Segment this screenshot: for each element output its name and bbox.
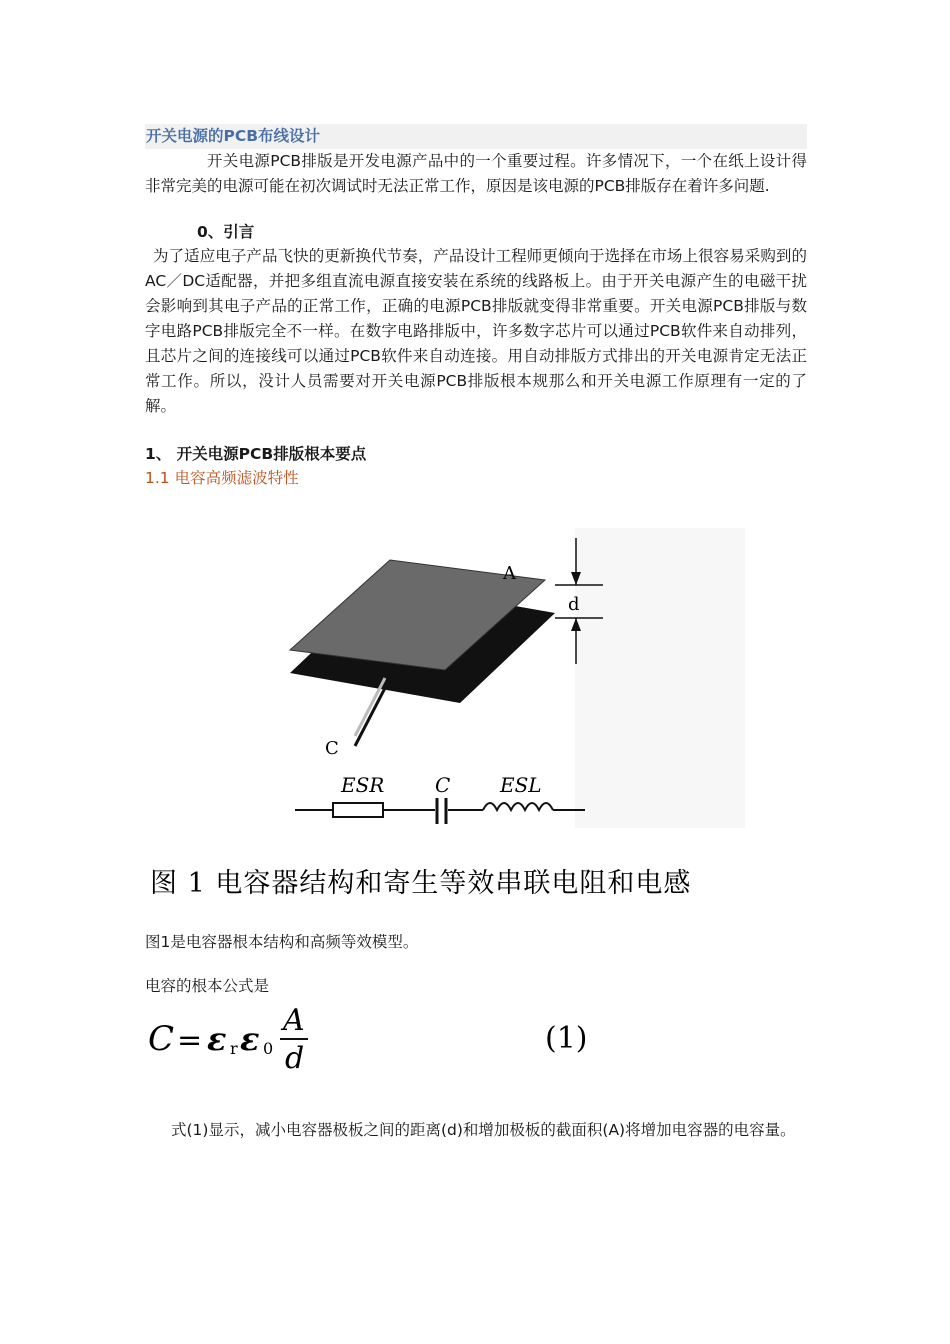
label-C-plate: C — [325, 738, 339, 759]
formula-eps-r: ε — [207, 1020, 227, 1058]
formula-eps-r-sub: r — [230, 1039, 238, 1058]
label-A: A — [503, 563, 516, 584]
capacitor-figure — [145, 528, 807, 896]
label-ESL: ESL — [500, 773, 542, 797]
figure-note: 图1是电容器根本结构和高频等效模型。 — [145, 933, 419, 951]
resistor-symbol — [333, 803, 383, 817]
inductor-symbol — [483, 803, 553, 810]
label-ESR: ESR — [341, 773, 385, 797]
formula-numerator: A — [283, 1003, 305, 1038]
formula-equals: = — [177, 1023, 203, 1058]
section-1-heading: 1、 开关电源PCB排版根本要点 — [145, 445, 367, 463]
scan-background — [575, 528, 745, 828]
section-0-heading: 0、引言 — [197, 223, 255, 241]
formula-denominator: d — [285, 1041, 305, 1074]
formula-svg — [145, 1002, 807, 1074]
document-title: 开关电源的PCB布线设计 — [145, 124, 807, 149]
figure-caption: 图 1 电容器结构和寄生等效串联电阻和电感 — [150, 868, 692, 896]
section-1-1-heading: 1.1 电容高频滤波特性 — [145, 469, 299, 487]
capacitance-formula — [145, 1002, 807, 1074]
formula-eps-0: ε — [240, 1020, 260, 1058]
formula-number: (1) — [545, 1021, 588, 1056]
formula-intro: 电容的根本公式是 — [145, 977, 270, 995]
capacitor-diagram — [145, 528, 807, 896]
document-page — [145, 124, 807, 1139]
label-C: C — [435, 773, 451, 797]
label-d: d — [568, 594, 580, 615]
bottom-plate-lead — [355, 688, 385, 746]
section-0-paragraph: 为了适应电子产品飞快的更新换代节奏，产品设计工程师更倾向于选择在市场上很容易采购到的AC／DC适配器，并把多组直流电源直接安装在系统的线路板上。由于开关电源产生的电磁干扰会影响到其电子产品的正常工作，正确的电源PCB排版就变得非常重要。开关电源PCB排版与数字电路PCB排版完全不一样。在数字电路排版中，许多数字芯片可以通过PCB软件来自动排列，且芯片之间的连接线可以通过PCB软件来自动连接。用自动排版方式排出的开关电源肯定无法正常工作。所以，没计人员需要对开关电源PCB排版根本规那么和开关电源工作原理有一定的了解。 — [145, 247, 807, 415]
intro-paragraph: 开关电源PCB排版是开发电源产品中的一个重要过程。许多情况下，一个在纸上设计得非常完美的电源可能在初次调试时无法正常工作，原因是该电源的PCB排版存在着许多问题. — [145, 152, 807, 195]
formula-lhs: C — [148, 1019, 175, 1059]
conclusion-paragraph: 式(1)显示，减小电容器极板之间的距离(d)和增加极板的截面积(A)将增加电容器的电容量。 — [171, 1121, 796, 1139]
formula-eps-0-sub: 0 — [263, 1039, 274, 1058]
